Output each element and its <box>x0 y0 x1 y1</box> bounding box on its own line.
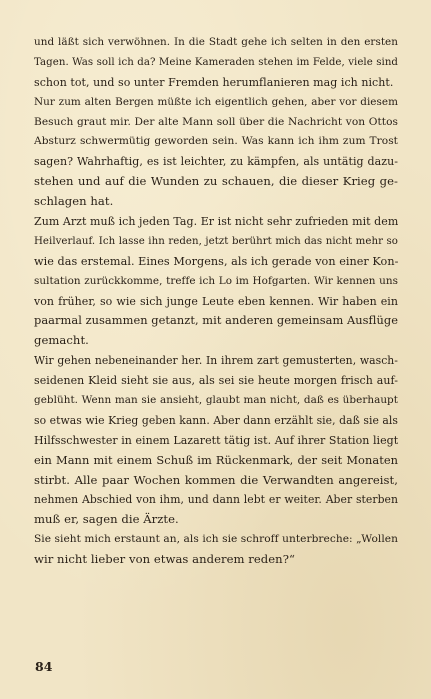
text-line: gemacht. <box>34 333 89 348</box>
text-line: sultation zurückkomme, treffe ich Lo im Hofgarten. Wir kennen uns <box>34 274 398 287</box>
text-line: seidenen Kleid sieht sie aus, als sei sie heute morgen frisch auf- <box>34 374 398 388</box>
text-line: stehen und auf die Wunden zu schauen, die dieser Krieg ge- <box>34 174 398 189</box>
text-line: und läßt sich verwöhnen. In die Stadt gehe ich selten in den ersten <box>34 36 398 48</box>
text-line: Wir gehen nebeneinander her. In ihrem zart gemusterten, wasch- <box>34 354 398 368</box>
text-line: Hilfsschwester in einem Lazarett tätig ist. Auf ihrer Station liegt <box>34 433 398 447</box>
text-line: wir nicht lieber von etwas anderem reden?“ <box>34 552 295 567</box>
text-line: Zum Arzt muß ich jeden Tag. Er ist nicht sehr zufrieden mit dem <box>34 215 398 229</box>
text-line: Sie sieht mich erstaunt an, als ich sie schroff unterbreche: „Wollen <box>34 533 398 546</box>
text-line: geblüht. Wenn man sie ansieht, glaubt man nicht, daß es überhaupt <box>34 394 398 407</box>
text-line: muß er, sagen die Ärzte. <box>34 512 179 527</box>
text-line: ein Mann mit einem Schuß im Rückenmark, der seit Monaten <box>34 452 398 467</box>
text-line: von früher, so wie sich junge Leute eben kennen. Wir haben ein <box>34 294 398 308</box>
text-line: Tagen. Was soll ich da? Meine Kameraden stehen im Felde, viele sind <box>34 56 398 68</box>
text-line: Nur zum alten Bergen müßte ich eigentlich gehen, aber vor diesem <box>34 95 398 108</box>
text-line: sagen? Wahrhaftig, es ist leichter, zu kämpfen, als untätig dazu- <box>34 155 398 169</box>
text-line: paarmal zusammen getanzt, mit anderen gemeinsam Ausflüge <box>34 313 398 328</box>
text-line: Absturz schwermütig geworden sein. Was kann ich ihm zum Trost <box>34 135 398 148</box>
text-line: schon tot, und so unter Fremden herumflanieren mag ich nicht. <box>34 75 394 89</box>
page-number: 84 <box>35 659 53 674</box>
body-text <box>34 33 398 570</box>
text-line: stirbt. Alle paar Wochen kommen die Verwandten angereist, <box>34 472 398 487</box>
text-line: nehmen Abschied von ihm, und dann lebt er weiter. Aber sterben <box>34 493 398 507</box>
text-line: Heilverlauf. Ich lasse ihn reden, jetzt berührt mich das nicht mehr so <box>34 235 398 247</box>
text-line: schlagen hat. <box>34 194 114 209</box>
text-line: wie das erstemal. Eines Morgens, als ich gerade von einer Kon- <box>34 254 398 268</box>
text-line: so etwas wie Krieg geben kann. Aber dann erzählt sie, daß sie als <box>34 413 398 427</box>
text-line: Besuch graut mir. Der alte Mann soll über die Nachricht von Ottos <box>34 115 398 128</box>
